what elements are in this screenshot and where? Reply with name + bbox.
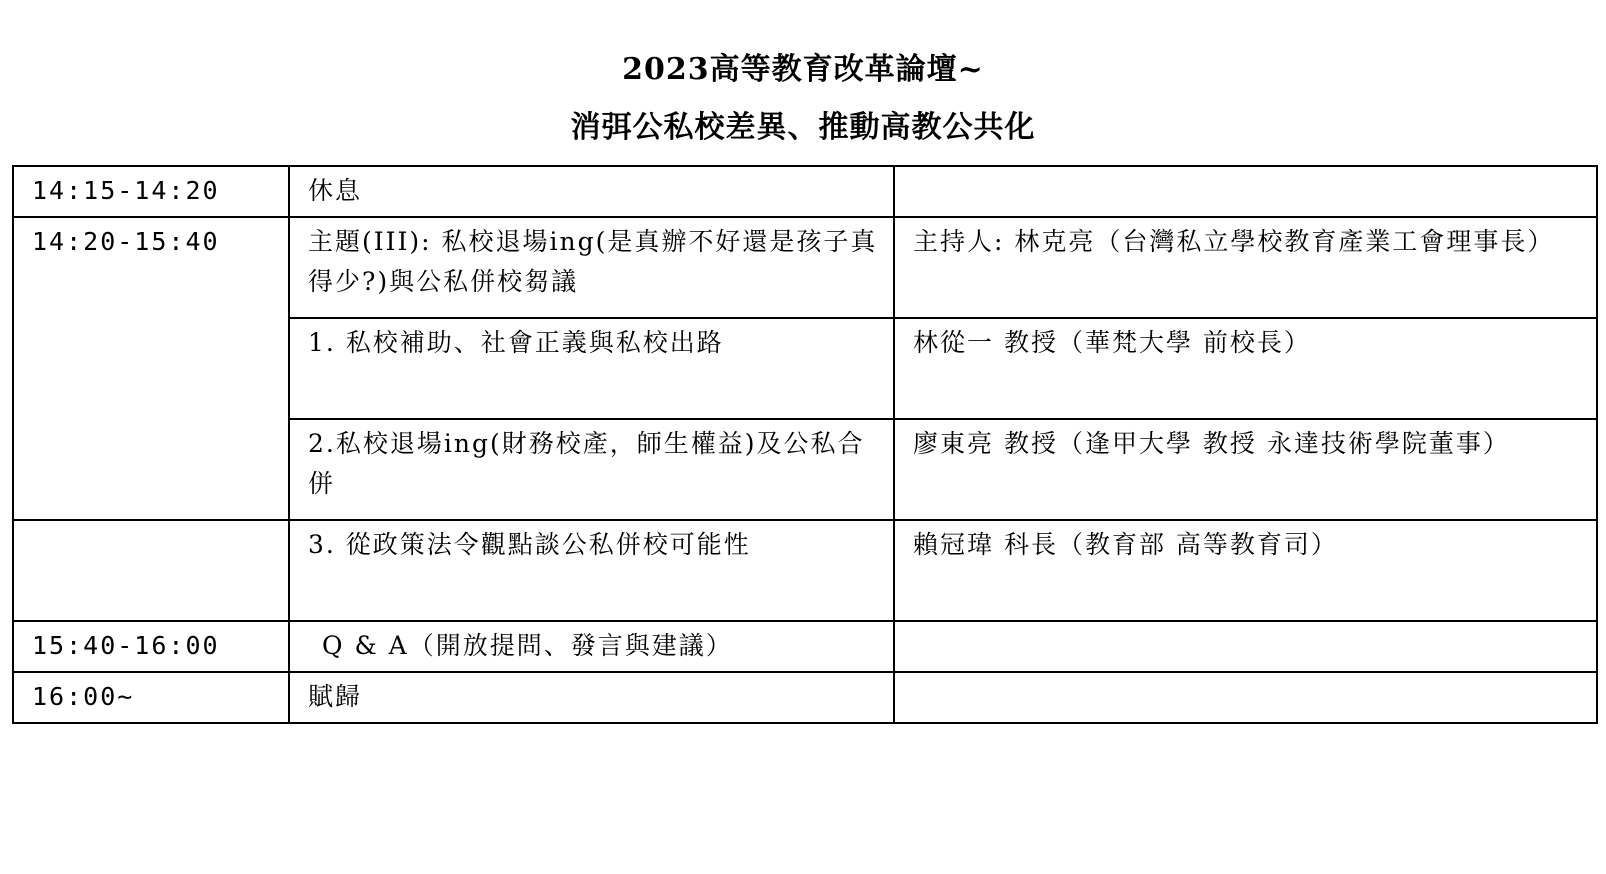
person-cell: 主持人: 林克亮（台灣私立學校教育產業工會理事長）: [894, 217, 1597, 318]
person-cell: 林從一 教授（華梵大學 前校長）: [894, 318, 1597, 419]
document-title: 2023高等教育改革論壇~: [622, 52, 984, 87]
topic-cell: 2.私校退場ing(財務校產，師生權益)及公私合併: [289, 419, 894, 520]
topic-cell: 1. 私校補助、社會正義與私校出路: [289, 318, 894, 419]
time-cell: 16:00~: [13, 672, 289, 723]
time-cell: [13, 520, 289, 621]
topic-cell: 休息: [289, 166, 894, 217]
table-row: [13, 520, 1597, 621]
person-cell: [894, 621, 1597, 672]
person-cell: 廖東亮 教授（逢甲大學 教授 永達技術學院董事）: [894, 419, 1597, 520]
table-row: [13, 621, 1597, 672]
person-cell: [894, 166, 1597, 217]
topic-cell: 主題(III): 私校退場ing(是真辦不好還是孩子真得少?)與公私併校芻議: [289, 217, 894, 318]
time-cell: 14:15-14:20: [13, 166, 289, 217]
table-row: [13, 166, 1597, 217]
topic-cell: 賦歸: [289, 672, 894, 723]
document-subtitle: 消弭公私校差異、推動高教公共化: [570, 110, 1036, 145]
time-cell: 14:20-15:40: [13, 217, 289, 520]
topic-cell: Q & A（開放提問、發言與建議）: [289, 621, 894, 672]
person-cell: 賴冠瑋 科長（教育部 高等教育司）: [894, 520, 1597, 621]
agenda-table: [12, 165, 1598, 724]
topic-cell: 3. 從政策法令觀點談公私併校可能性: [289, 520, 894, 621]
time-cell: 15:40-16:00: [13, 621, 289, 672]
person-cell: [894, 672, 1597, 723]
table-row: [13, 217, 1597, 318]
table-row: [13, 672, 1597, 723]
